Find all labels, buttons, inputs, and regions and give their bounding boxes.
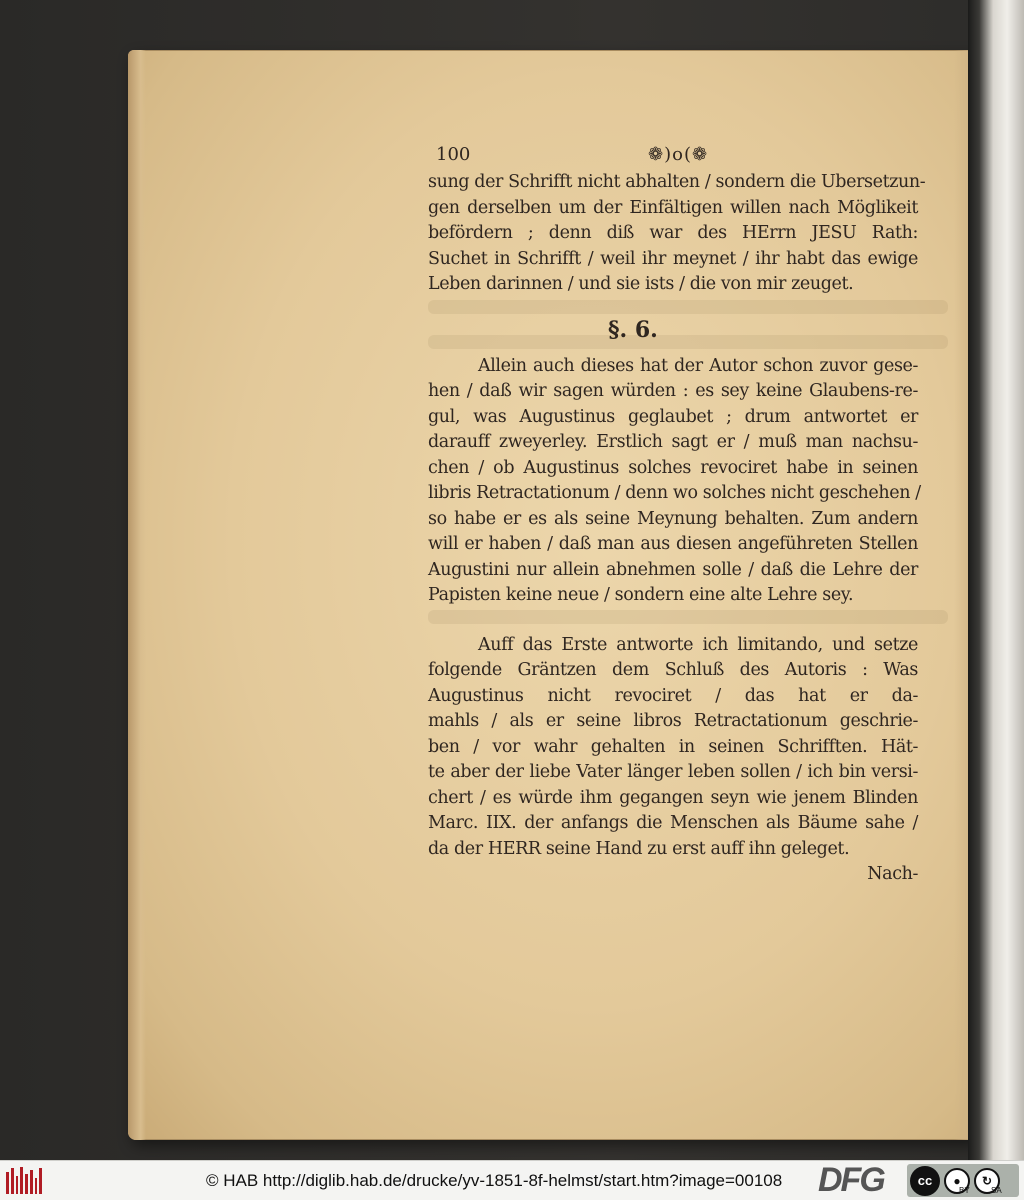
text-line: so habe er es als seine Meynung behalten. Zum andern (428, 508, 918, 529)
text-line: befördern ; denn diß war des HErrn JESU Rath: (428, 223, 918, 243)
cc-license-badge[interactable] (907, 1164, 1019, 1197)
page-text (428, 140, 926, 892)
catchword: Nach- (867, 864, 918, 884)
paragraph (428, 633, 918, 863)
text-line: Suchet in Schrifft / weil ihr meynet / ihr habt das ewige (428, 248, 918, 269)
text-line: hen / daß wir sagen würden : es sey keine Glaubens-re- (428, 381, 918, 401)
text-line: mahls / als er seine libros Retractationum geschrie- (428, 711, 918, 731)
adjacent-page-strip (968, 0, 1024, 1160)
text-line: gen derselben um der Einfältigen willen nach Möglikeit (428, 197, 918, 218)
header-ornament: ❁)o(❁ (648, 144, 709, 165)
footer-bar (0, 1160, 1024, 1200)
text-line: sung der Schrifft nicht abhalten / sondern die Ubersetzun- (428, 172, 926, 192)
text-line: Augustinus nicht revociret / das hat er da- (428, 685, 918, 706)
page-number: 100 (436, 144, 471, 165)
text-line: folgende Gräntzen dem Schluß des Autoris : Was (428, 660, 918, 680)
cc-sa-label: SA (991, 1186, 1002, 1195)
share-alike-icon: ↻ (974, 1168, 1000, 1194)
text-line: Augustini nur allein abnehmen solle / daß die Lehre der (428, 559, 918, 580)
text-line: Allein auch dieses hat der Autor schon zuvor gese- (478, 355, 918, 376)
text-line: te aber der liebe Vater länger leben sollen / ich bin versi- (428, 762, 918, 782)
text-line: will er haben / daß man aus diesen angeführeten Stellen (428, 534, 918, 554)
hab-logo (6, 1167, 42, 1194)
text-line: Papisten keine neue / sondern eine alte Lehre sey. (428, 585, 854, 605)
text-line: Marc. IIX. der anfangs die Menschen als Bäume sahe / (428, 813, 918, 833)
text-line: Leben darinnen / und sie ists / die von mir zeuget. (428, 274, 854, 294)
paragraph (428, 170, 926, 298)
citation-link[interactable]: © HAB http://diglib.hab.de/drucke/yv-1851-8f-helmst/start.htm?image=00108 (206, 1171, 783, 1190)
book-page (128, 50, 976, 1140)
cc-by-label: BY (959, 1186, 970, 1195)
section-heading: §. 6. (608, 316, 658, 343)
attribution-icon: ● (944, 1168, 970, 1194)
dfg-logo: DFG (818, 1161, 884, 1199)
running-header (428, 140, 918, 170)
text-line: libris Retractationum / denn wo solches nicht geschehen / (428, 483, 921, 503)
text-line: ben / vor wahr gehalten in seinen Schrifften. Hät- (428, 736, 918, 757)
text-line: chert / es würde ihm gegangen seyn wie jenem Blinden (428, 787, 918, 808)
text-line: Auff das Erste antworte ich limitando, und setze (478, 634, 918, 655)
paragraph (428, 354, 921, 609)
text-line: chen / ob Augustinus solches revociret habe in seinen (428, 457, 918, 478)
cc-icon: cc (910, 1166, 940, 1196)
text-line: gul, was Augustinus geglaubet ; drum antwortet er (428, 406, 918, 427)
text-line: da der HERR seine Hand zu erst auff ihn geleget. (428, 838, 850, 859)
page-gutter-shadow (128, 50, 146, 1140)
text-line: darauff zweyerley. Erstlich sagt er / muß man nachsu- (428, 432, 918, 452)
